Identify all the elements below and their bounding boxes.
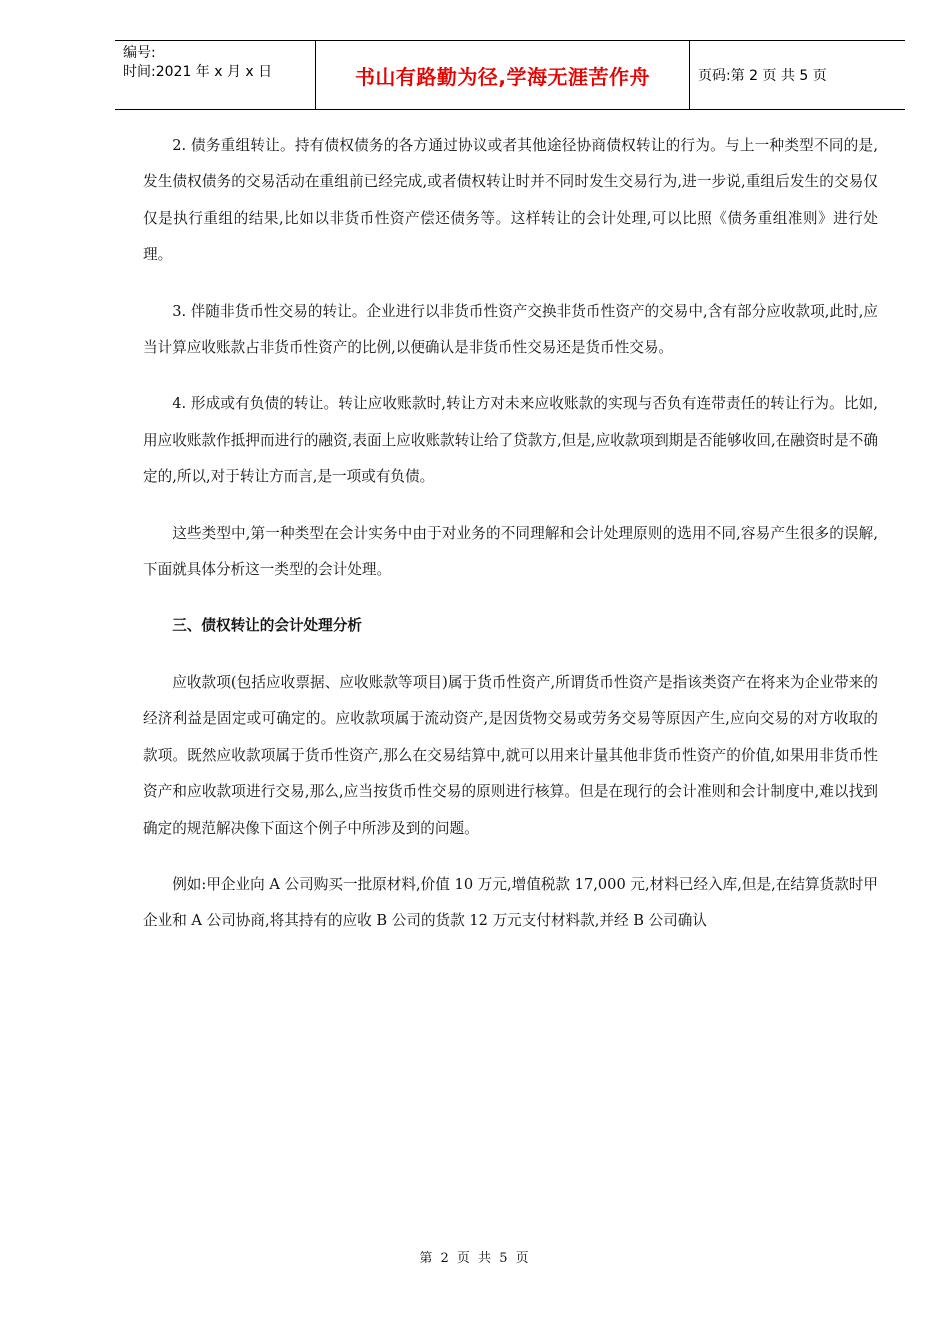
- paragraph: 例如:甲企业向 A 公司购买一批原材料,价值 10 万元,增值税款 17,000 元,材料已经入库,但是,在结算货款时甲企业和 A 公司协商,将其持有的应收 B 公司的货款 12 万元支付材料款,并经 B 公司确认: [143, 875, 878, 930]
- header-page-info: 页码:第 2 页 共 5 页: [698, 68, 827, 84]
- header-motto: 书山有路勤为径,学海无涯苦作舟: [354, 64, 651, 89]
- paragraph: 2. 债务重组转让。持有债权债务的各方通过协议或者其他途径协商债权转让的行为。与上一种类型不同的是,发生债权债务的交易活动在重组前已经完成,或者债权转让时并不同时发生交易行为,进一步说,重组后发生的交易仅仅是执行重组的结果,比如以非货币性资产偿还债务等。这样转让的会计处理,可以比照《债务重组准则》进行处理。: [143, 137, 878, 264]
- paragraph: 应收款项(包括应收票据、应收账款等项目)属于货币性资产,所谓货币性资产是指该类资产在将来为企业带来的经济利益是固定或可确定的。应收款项属于流动资产,是因货物交易或劳务交易等原因产生,应向交易的对方收取的款项。既然应收款项属于货币性资产,那么在交易结算中,就可以用来计量其他非货币性资产的价值,如果用非货币性资产和应收款项进行交易,那么,应当按货币性交易的原则进行核算。但是在现行的会计准则和会计制度中,难以找到确定的规范解决像下面这个例子中所涉及到的问题。: [143, 673, 878, 837]
- document-body: [143, 128, 878, 960]
- page-header: [115, 40, 905, 110]
- section-heading: 三、债权转让的会计处理分析: [172, 617, 362, 635]
- document-number-label: 编号:: [123, 45, 156, 61]
- paragraph: 3. 伴随非货币性交易的转让。企业进行以非货币性资产交换非货币性资产的交易中,含有部分应收款项,此时,应当计算应收账款占非货币性资产的比例,以便确认是非货币性交易还是货币性交易。: [143, 302, 878, 357]
- paragraph: 4. 形成或有负债的转让。转让应收账款时,转让方对未来应收账款的实现与否负有连带责任的转让行为。比如,用应收账款作抵押而进行的融资,表面上应收账款转让给了贷款方,但是,应收款项到期是否能够收回,在融资时是不确定的,所以,对于转让方而言,是一项或有负债。: [143, 395, 878, 486]
- header-motto-cell: [316, 41, 690, 109]
- document-time: 时间:2021 年 x 月 x 日: [123, 64, 273, 80]
- page-footer: 第 2 页 共 5 页: [419, 1251, 531, 1266]
- paragraph: 这些类型中,第一种类型在会计实务中由于对业务的不同理解和会计处理原则的选用不同,容易产生很多的误解,下面就具体分析这一类型的会计处理。: [143, 524, 878, 579]
- header-meta: [115, 41, 316, 109]
